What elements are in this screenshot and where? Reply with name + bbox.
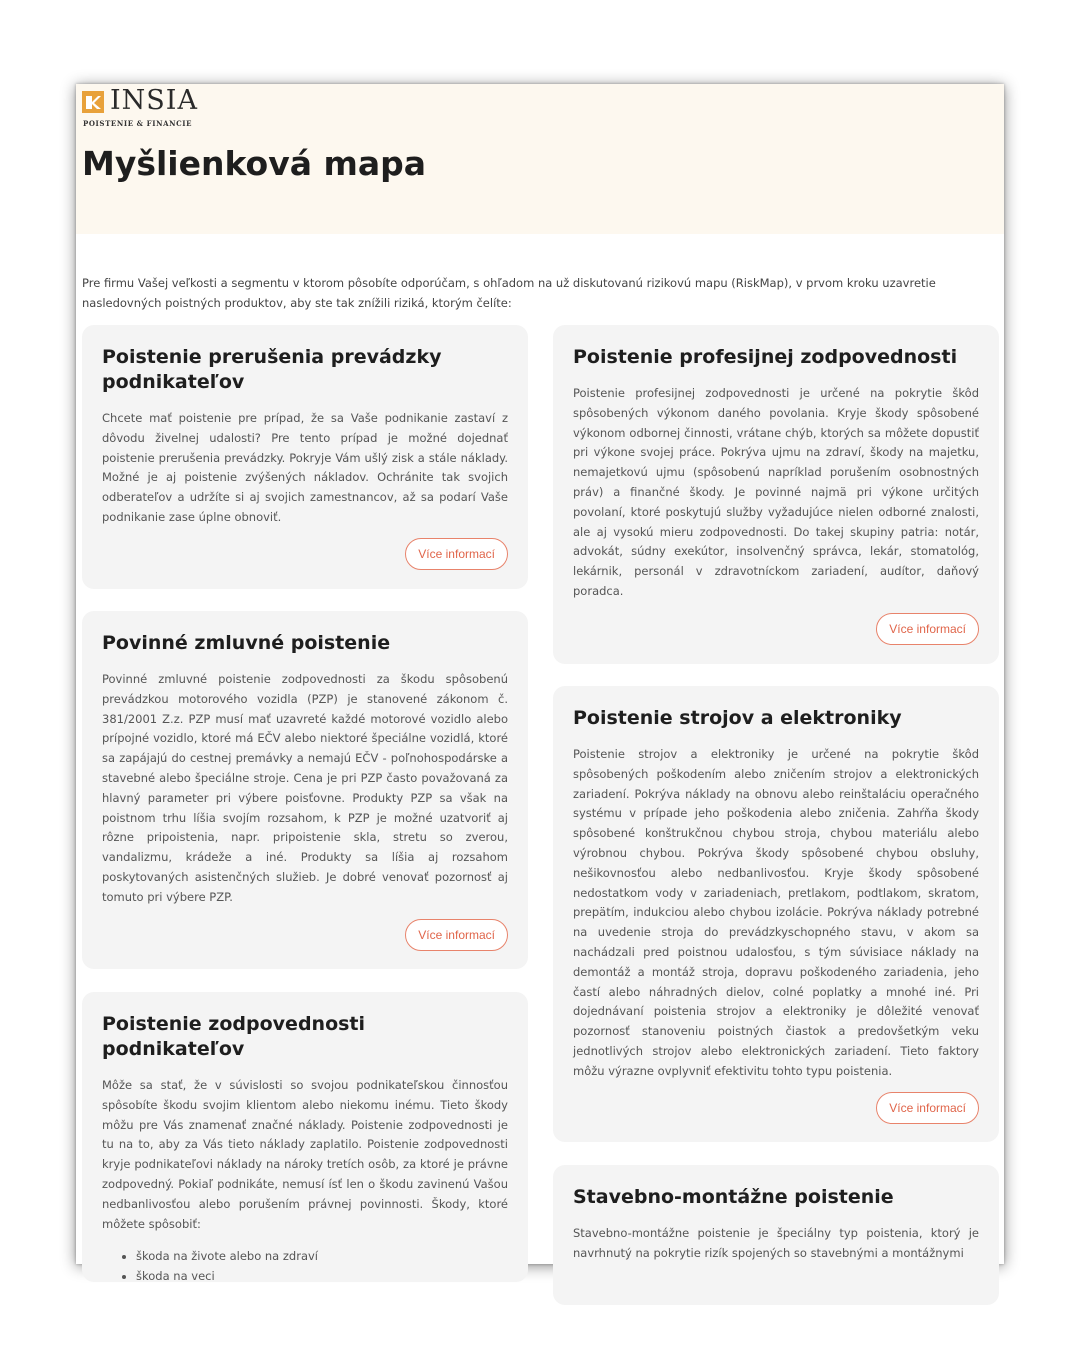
card-mandatory-liability <box>82 611 528 969</box>
card-body: Stavebno-montážne poistenie je špeciálny typ poistenia, ktorý je navrhnutý na pokrytie rizík spojených so stavebnými a montážnymi <box>573 1226 979 1260</box>
card-title: Poistenie strojov a elektroniky <box>573 707 902 729</box>
more-info-button[interactable]: Více informací <box>876 613 979 645</box>
list-item: • škoda na veci <box>136 1266 508 1286</box>
card-title: Poistenie zodpovednosti podnikateľov <box>102 1013 366 1060</box>
card-machinery-electronics <box>553 686 999 1142</box>
document-page <box>76 84 1004 1284</box>
card-title: Povinné zmluvné poistenie <box>102 632 391 654</box>
insia-logo-icon <box>82 91 104 113</box>
card-body: Poistenie strojov a elektroniky je určené na pokrytie škôd spôsobených poškodením alebo zničením strojov a elektronických zariadení. Pokrýva náklady na obnovu alebo reinštaláciu operačného systému v prípade jeho poškodenia alebo zničenia. Zahŕňa škody spôsobené konštrukčnou chybou stroja, chybou materiálu alebo výrobnou chybou. Pokrýva škody spôsobené chybou obsluhy, nešikovnosťou alebo nedbanlivosťou. Kryje škody spôsobené nedostatkom vody v zariadeniach, pretlakom, podtlakom, skratom, prepätím, indukciou alebo chybou izolácie. Pokrýva náklady potrebné na uvedenie stroja do prevádzkyschopného stavu, v akom sa nachádzali pred poistnou udalosťou, s tým súvisiace náklady na demontáž a montáž stroja, dopravu poškodeného zariadenia, jeho častí alebo náhradných dielov, colné poplatky a mnohé iné. Pri dojednávaní poistenia strojov a elektroniky je dôležité venovať pozornosť stanoveniu poistných čiastok a predovšetkým veku jednotlivých strojov alebo elektronických zariadení. Tieto faktory môžu výrazne ovplyvniť efektivitu tohto typu poistenia. <box>573 747 979 1078</box>
card-business-liability <box>82 992 528 1282</box>
card-body: Môže sa stať, že v súvislosti so svojou podnikateľskou činnosťou spôsobíte škodu svojim klientom alebo niekomu inému. Tieto škody môžu pre Vás znamenať značné náklady. Poistenie zodpovednosti je tu na to, aby za Vás tieto náklady zaplatilo. Poistenie zodpovednosti kryje podnikateľovi náklady na nároky tretích osôb, za ktoré je právne zodpovedný. Pokiaľ podnikáte, nemusí ísť len o škodu zavinenú Vašou nedbanlivosťou alebo porušením právnej povinnosti. Škody, ktoré môžete spôsobiť: <box>102 1078 508 1231</box>
card-body: Chcete mať poistenie pre prípad, že sa Vaše podnikanie zastaví z dôvodu živelnej udalosti? Pre tento prípad je možné dojednať poistenie prerušenia prevádzky. Pokryje Vám ušlý zisk a stále náklady. Možné je aj poistenie zvýšených nákladov. Ochránite tak svojich odberateľov a udržíte si aj svojich zamestnancov, až sa podarí Vaše podnikanie zase úplne obnoviť. <box>102 411 508 524</box>
more-info-button[interactable]: Více informací <box>405 919 508 951</box>
more-info-button[interactable]: Více informací <box>405 538 508 570</box>
card-title: Stavebno-montážne poistenie <box>573 1186 894 1208</box>
card-business-interruption <box>82 325 528 589</box>
page-title: Myšlienková mapa <box>82 144 427 183</box>
card-construction-assembly <box>553 1165 999 1305</box>
intro-paragraph: Pre firmu Vašej veľkosti a segmentu v ktorom pôsobíte odporúčam, s ohľadom na už diskutovanú rizikovú mapu (RiskMap), v prvom kroku uzavretie nasledovných poistných produktov, aby ste tak znížili riziká, ktorým čelíte: <box>82 276 936 310</box>
brand-tagline: POISTENIE & FINANCIE <box>83 119 193 128</box>
more-info-button[interactable]: Více informací <box>876 1092 979 1124</box>
page-header <box>76 84 1004 234</box>
damage-list <box>102 1246 508 1286</box>
list-item: • škoda na živote alebo na zdraví <box>136 1246 508 1266</box>
card-title: Poistenie prerušenia prevádzky podnikateľov <box>102 346 442 393</box>
card-body: Povinné zmluvné poistenie zodpovednosti za škodu spôsobenú prevádzkou motorového vozidla (PZP) je stanovené zákonom č. 381/2001 Z.z. PZP musí mať uzavreté každé motorové vozidlo alebo prípojné vozidlo, ktoré má EČV alebo niektoré špeciálne vozidlá, ktoré sa zapájajú do cestnej premávky a nemajú EČV - poľnohospodárske a stavebné alebo špeciálne stroje. Cena je pri PZP často považovaná za hlavný parameter pri výbere poisťovne. Produkty PZP sa však na poistnom trhu líšia svojím rozsahom, k PZP je možné uzatvoriť aj rôzne pripoistenia, napr. pripoistenie skla, stretu so zverou, vandalizmu, krádeže a iné. Produkty sa líšia aj rozsahom poskytovaných asistenčných služieb. Je dobré venovať pozornosť aj tomuto pri výbere PZP. <box>102 672 508 904</box>
card-title: Poistenie profesijnej zodpovednosti <box>573 346 958 368</box>
card-professional-liability <box>553 325 999 664</box>
brand-name: INSIA <box>110 85 198 116</box>
card-body: Poistenie profesijnej zodpovednosti je určené na pokrytie škôd spôsobených výkonom daného povolania. Kryje škody spôsobené výkonom odbornej činnosti, vrátane chýb, ktorých sa môžete dopustiť pri výkone svojej práce. Pokrýva ujmu na zdraví, škody na majetku, nemajetkovú ujmu (spôsobenú napríklad porušením osobnostných práv) a finančné škody. Je povinné najmä pri výkone určitých povolaní, ktoré poskytujú služby vyžadujúce nielen odborné znalosti, ale aj vysokú mieru zodpovednosti. Do takej skupiny patria: notár, advokát, súdny exekútor, insolvenčný správca, lekár, stomatológ, lekárnik, personál v zdravotníckom zariadení, audítor, daňový poradca. <box>573 386 979 598</box>
